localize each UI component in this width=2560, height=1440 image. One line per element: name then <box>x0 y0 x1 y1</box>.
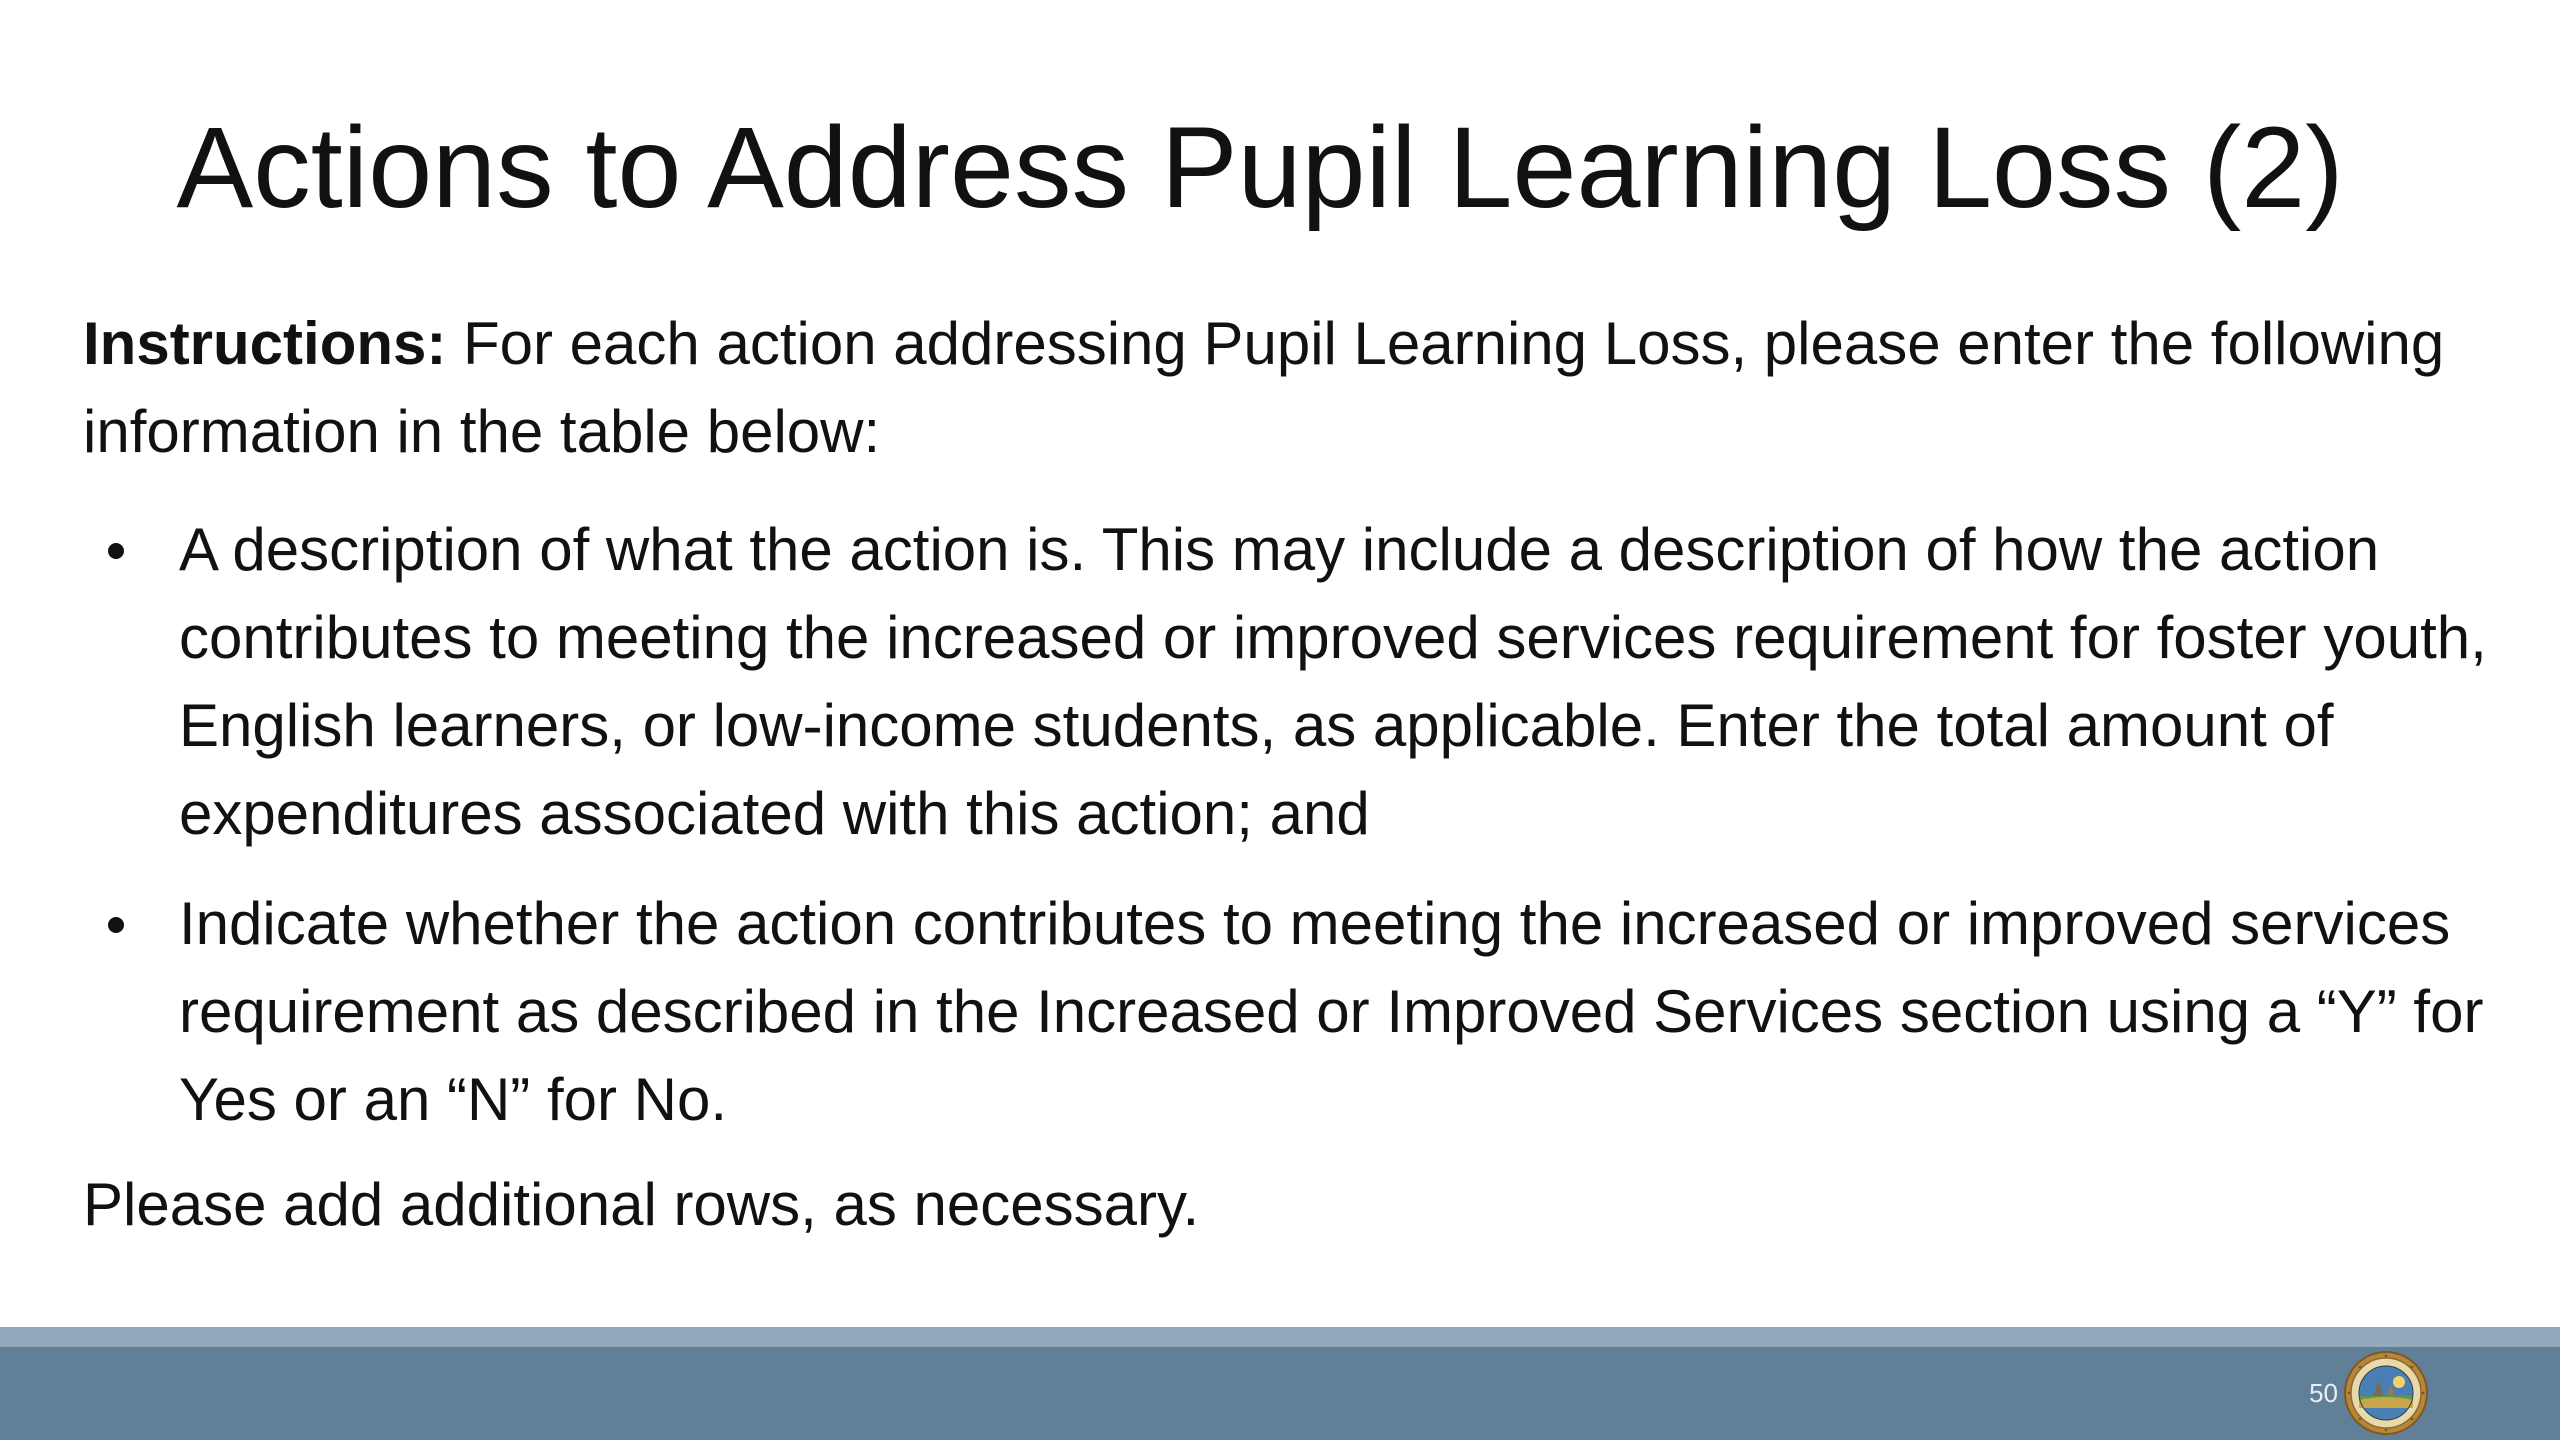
bullet-item <box>83 880 2503 1144</box>
instructions-text: For each action addressing Pupil Learning Loss, please enter the following information in the table below: <box>83 310 2445 465</box>
state-seal-icon <box>2343 1350 2429 1436</box>
footer-main <box>0 1347 2560 1440</box>
bullet-item <box>83 506 2503 858</box>
footer-band <box>0 1327 2560 1440</box>
bullet-text: A description of what the action is. This may include a description of how the action contributes to meeting the increased or improved services requirement for foster youth, English learners, or low-income students, as applicable. Enter the total amount of expenditures associated with this action; and <box>179 516 2487 847</box>
closing-text: Please add additional rows, as necessary. <box>83 1171 1200 1238</box>
bullet-text: Indicate whether the action contributes to meeting the increased or improved services requirement as described in the Increased or Improved Services section using a “Y” for Yes or an “N” for No. <box>179 890 2484 1133</box>
bullet-icon <box>108 917 124 933</box>
slide-title: Actions to Address Pupil Learning Loss (2) <box>176 104 2344 232</box>
instructions-paragraph <box>83 300 2503 476</box>
bullet-list <box>83 506 2503 1144</box>
bullet-icon <box>108 543 124 559</box>
footer-strip <box>0 1327 2560 1347</box>
page-number: 50 <box>2309 1378 2338 1408</box>
slide-body <box>83 300 2503 1249</box>
instructions-label: Instructions: <box>83 310 447 377</box>
